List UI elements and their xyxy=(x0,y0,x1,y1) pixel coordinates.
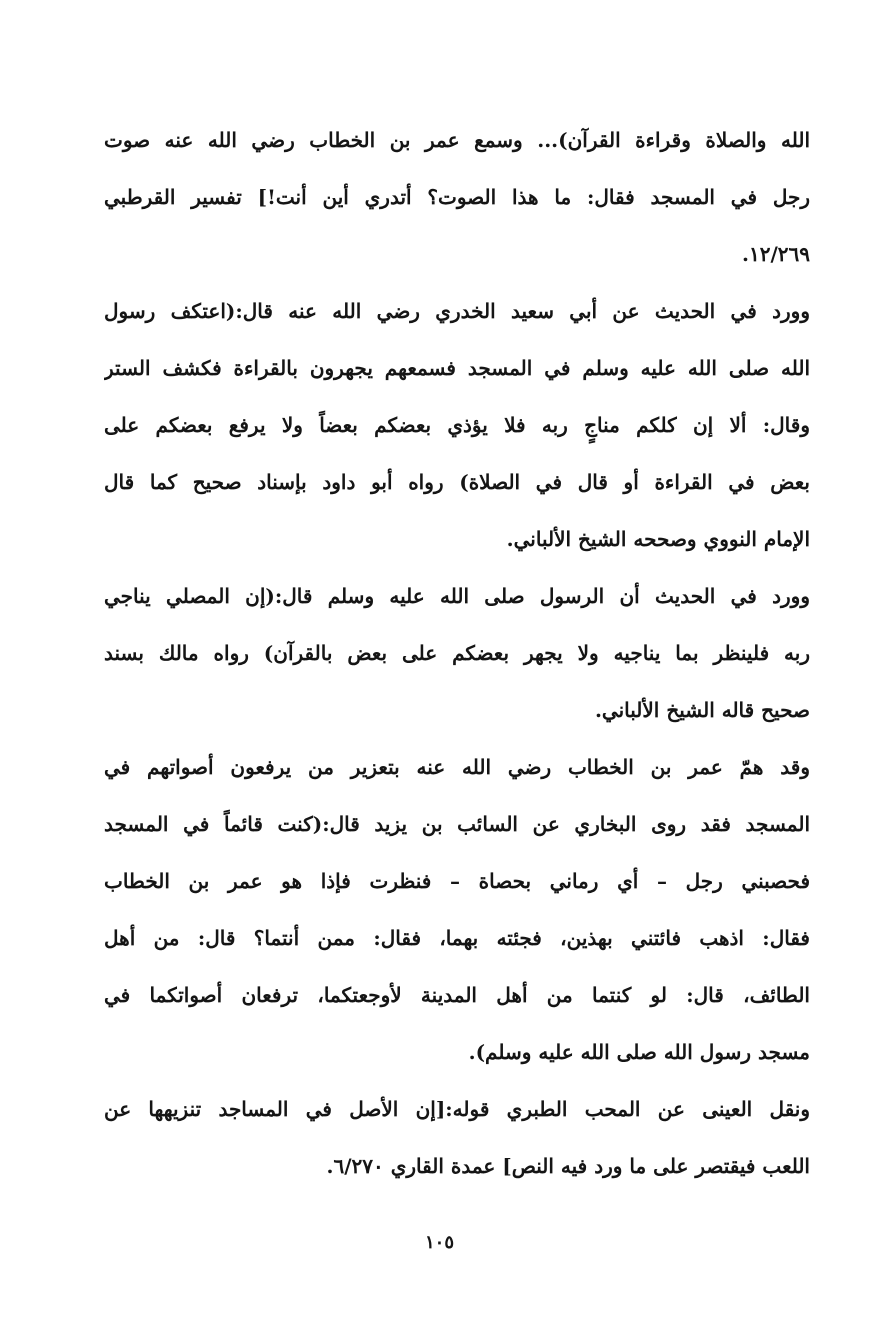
text-line: اللعب فيقتصر على ما ورد فيه النص] عمدة القاري ٦/٢٧٠. xyxy=(326,1154,810,1178)
text-line: وقد همّ عمر بن الخطاب رضي الله عنه بتعزير من يرفعون أصواتهم في xyxy=(104,755,810,779)
paragraph-aini-quote xyxy=(104,1081,810,1195)
paragraph-umar-story xyxy=(104,739,810,1081)
text-line: ١٢/٢٦٩. xyxy=(742,242,810,266)
page-number: ١٠٥ xyxy=(424,1232,454,1253)
text-line: المسجد فقد روى البخاري عن السائب بن يزيد قال:(كنت قائماً في المسجد xyxy=(104,812,810,836)
text-line: رجل في المسجد فقال: ما هذا الصوت؟ أتدري أين أنت!] تفسير القرطبي xyxy=(104,185,810,209)
text-line: ونقل العينى عن المحب الطبري قوله:[إن الأصل في المساجد تنزيهها عن xyxy=(104,1097,810,1121)
text-line: مسجد رسول الله صلى الله عليه وسلم). xyxy=(468,1040,810,1064)
text-line: صحيح قاله الشيخ الألباني. xyxy=(594,698,810,722)
text-line: فقال: اذهب فائتني بهذين، فجئته بهما، فقال: ممن أنتما؟ قال: من أهل xyxy=(104,926,810,950)
paragraph-musalli-hadith xyxy=(104,568,810,739)
text-line: وقال: ألا إن كلكم مناجٍ ربه فلا يؤذي بعضكم بعضاً ولا يرفع بعضكم على xyxy=(104,413,810,437)
text-line: الإمام النووي وصححه الشيخ الألباني. xyxy=(506,527,810,551)
text-line: ربه فلينظر بما يناجيه ولا يجهر بعضكم على بعض بالقرآن) رواه مالك بسند xyxy=(104,641,810,665)
text-line: الطائف، قال: لو كنتما من أهل المدينة لأوجعتكما، ترفعان أصواتكما في xyxy=(104,983,810,1007)
text-line: فحصبني رجل – أي رماني بحصاة – فنظرت فإذا هو عمر بن الخطاب xyxy=(104,869,810,893)
text-line: الله صلى الله عليه وسلم في المسجد فسمعهم يجهرون بالقراءة فكشف الستر xyxy=(104,356,810,380)
text-line: الله والصلاة وقراءة القرآن)... وسمع عمر بن الخطاب رضي الله عنه صوت xyxy=(104,128,810,152)
text-line: بعض في القراءة أو قال في الصلاة) رواه أبو داود بإسناد صحيح كما قال xyxy=(104,470,810,494)
paragraph-qurtubi xyxy=(104,112,810,283)
paragraph-abu-said-hadith xyxy=(104,283,810,568)
page-body xyxy=(104,112,810,1195)
text-line: وورد في الحديث عن أبي سعيد الخدري رضي الله عنه قال:(اعتكف رسول xyxy=(104,299,810,323)
text-line: وورد في الحديث أن الرسول صلى الله عليه وسلم قال:(إن المصلي يناجي xyxy=(104,584,810,608)
